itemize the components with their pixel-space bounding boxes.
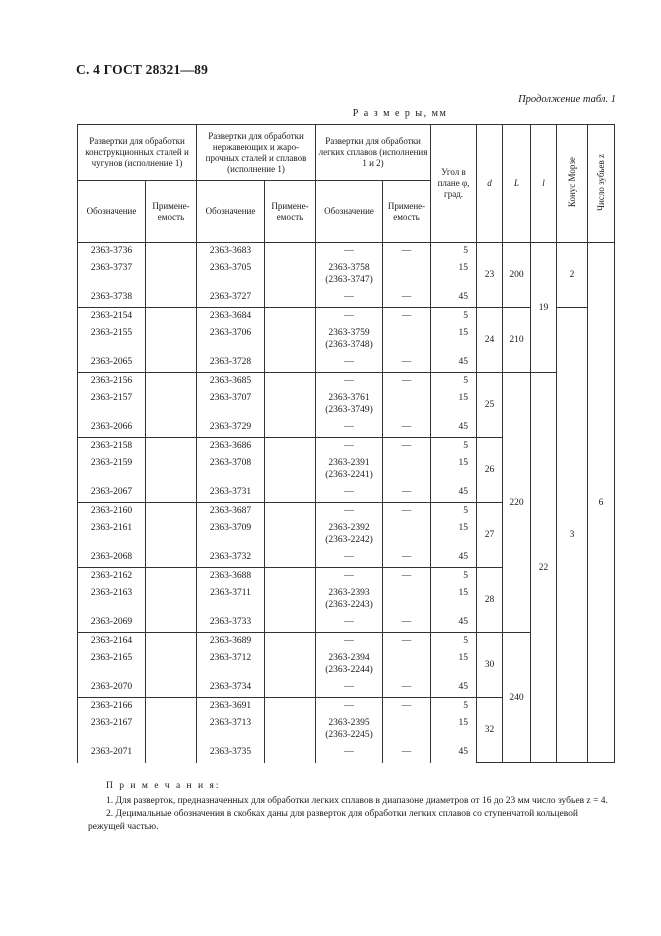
designation-1: 2363-2068 — [78, 549, 146, 568]
designation-3 — [316, 744, 383, 763]
d-cell: 32 — [477, 698, 503, 763]
light-alloy-code: 2363-2391 — [328, 457, 370, 468]
designation-3 — [316, 438, 383, 455]
application-cell — [146, 650, 197, 679]
designation-3 — [316, 260, 383, 289]
angle-cell: 45 — [431, 419, 477, 438]
application-cell — [146, 308, 197, 325]
light-alloy-code: 2363-2393 — [328, 587, 370, 598]
angle-cell: 5 — [431, 633, 477, 650]
application-3: — — [383, 503, 431, 520]
application-cell — [146, 633, 197, 650]
note-1: 1. Для разверток, предназначенных для обработки легких сплавов в диапазоне диаметров от 16 до 23 мм число зубьев z = 4. — [106, 796, 608, 806]
header-designation-3: Обозначение — [316, 181, 383, 243]
application-cell — [265, 419, 316, 438]
application-cell — [265, 503, 316, 520]
angle-cell: 15 — [431, 650, 477, 679]
application-cell — [265, 520, 316, 549]
designation-3 — [316, 354, 383, 373]
designation-2: 2363-3713 — [197, 715, 265, 744]
header-application-1: Примене-емость — [146, 181, 197, 243]
application-3: — — [383, 354, 431, 373]
angle-cell: 45 — [431, 744, 477, 763]
designation-3 — [316, 390, 383, 419]
decimal-code: (2363-2243) — [325, 599, 373, 610]
light-alloy-code: 2363-3759 — [328, 327, 370, 338]
d-cell: 24 — [477, 308, 503, 373]
decimal-code: (2363-2244) — [325, 664, 373, 675]
designation-2: 2363-3708 — [197, 455, 265, 484]
light-alloy-code: — — [344, 616, 354, 627]
application-cell — [146, 373, 197, 390]
designation-3 — [316, 308, 383, 325]
header-designation-1: Обозначение — [78, 181, 146, 243]
angle-cell: 5 — [431, 438, 477, 455]
decimal-code: (2363-2245) — [325, 729, 373, 740]
designation-2: 2363-3686 — [197, 438, 265, 455]
application-cell — [146, 549, 197, 568]
application-cell — [146, 503, 197, 520]
light-alloy-code: — — [344, 291, 354, 302]
designation-3 — [316, 633, 383, 650]
application-cell — [146, 438, 197, 455]
group-header-light-alloys: Развертки для обработки легких сплавов (исполнения 1 и 2) — [316, 125, 431, 181]
notes-title: П р и м е ч а н и я: — [106, 781, 221, 791]
designation-3 — [316, 503, 383, 520]
application-3: — — [383, 744, 431, 763]
designation-2: 2363-3711 — [197, 585, 265, 614]
designation-1: 2363-2160 — [78, 503, 146, 520]
designation-3 — [316, 289, 383, 308]
designation-1: 2363-2155 — [78, 325, 146, 354]
application-cell — [265, 289, 316, 308]
application-3 — [383, 260, 431, 289]
light-alloy-code: 2363-3761 — [328, 392, 370, 403]
designation-2: 2363-3712 — [197, 650, 265, 679]
designation-1: 2363-2067 — [78, 484, 146, 503]
application-cell — [265, 679, 316, 698]
application-cell — [146, 679, 197, 698]
table-header — [78, 125, 615, 243]
d-cell: 23 — [477, 243, 503, 308]
decimal-code: (2363-2242) — [325, 534, 373, 545]
application-cell — [146, 585, 197, 614]
notes-section — [88, 780, 614, 834]
designation-2: 2363-3727 — [197, 289, 265, 308]
designation-2: 2363-3705 — [197, 260, 265, 289]
application-cell — [265, 390, 316, 419]
application-3: — — [383, 568, 431, 585]
designation-3 — [316, 549, 383, 568]
application-cell — [146, 455, 197, 484]
light-alloy-code: — — [344, 746, 354, 757]
designation-3 — [316, 715, 383, 744]
designation-2: 2363-3735 — [197, 744, 265, 763]
angle-cell: 5 — [431, 503, 477, 520]
L-cell: 210 — [503, 308, 531, 373]
decimal-code: (2363-3747) — [325, 274, 373, 285]
light-alloy-code: — — [344, 486, 354, 497]
designation-2: 2363-3707 — [197, 390, 265, 419]
application-cell — [265, 325, 316, 354]
designation-3 — [316, 650, 383, 679]
application-cell — [265, 614, 316, 633]
angle-cell: 5 — [431, 243, 477, 260]
application-3 — [383, 585, 431, 614]
d-cell: 25 — [477, 373, 503, 438]
light-alloy-code: — — [344, 356, 354, 367]
application-cell — [265, 549, 316, 568]
application-cell — [265, 484, 316, 503]
reamer-table — [77, 124, 615, 763]
application-cell — [146, 354, 197, 373]
dimensions-caption: Р а з м е р ы, мм — [352, 108, 448, 119]
application-cell — [146, 715, 197, 744]
application-cell — [146, 325, 197, 354]
L-cell: 200 — [503, 243, 531, 308]
header-morse — [557, 125, 588, 243]
designation-2: 2363-3688 — [197, 568, 265, 585]
note-2: 2. Децимальные обозначения в скобках даны для разверток для обработки легких сплавов со ступенчатой кольцевой режущей частью. — [88, 809, 578, 832]
header-d: d — [477, 125, 503, 243]
light-alloy-code: — — [344, 636, 354, 646]
group-header-stainless: Развертки для обработки нержавеющих и жаро-прочных сталей и сплавов (исполнение 1) — [197, 125, 316, 181]
designation-1: 2363-2066 — [78, 419, 146, 438]
application-cell — [146, 243, 197, 260]
decimal-code: (2363-3748) — [325, 339, 373, 350]
designation-1: 2363-2166 — [78, 698, 146, 715]
angle-cell: 45 — [431, 484, 477, 503]
group-header-structural: Развертки для обработки конструкционных сталей и чугунов (исполнение 1) — [78, 125, 197, 181]
light-alloy-code: — — [344, 506, 354, 516]
application-cell — [265, 744, 316, 763]
application-3: — — [383, 419, 431, 438]
application-3: — — [383, 698, 431, 715]
application-cell — [146, 520, 197, 549]
angle-cell: 5 — [431, 373, 477, 390]
light-alloy-code: — — [344, 571, 354, 581]
application-cell — [265, 568, 316, 585]
application-cell — [265, 243, 316, 260]
angle-cell: 15 — [431, 325, 477, 354]
angle-cell: 15 — [431, 715, 477, 744]
designation-1: 2363-2159 — [78, 455, 146, 484]
light-alloy-code: — — [344, 441, 354, 451]
page-header: С. 4 ГОСТ 28321—89 — [76, 62, 209, 77]
table-row — [78, 243, 615, 260]
designation-2: 2363-3706 — [197, 325, 265, 354]
application-3: — — [383, 438, 431, 455]
application-3 — [383, 325, 431, 354]
designation-2: 2363-3709 — [197, 520, 265, 549]
table-row — [78, 373, 615, 390]
header-teeth — [588, 125, 615, 243]
light-alloy-code: 2363-2394 — [328, 652, 370, 663]
designation-3 — [316, 585, 383, 614]
designation-1: 2363-2154 — [78, 308, 146, 325]
application-cell — [146, 484, 197, 503]
angle-cell: 45 — [431, 614, 477, 633]
designation-1: 2363-2165 — [78, 650, 146, 679]
application-cell — [265, 650, 316, 679]
light-alloy-code: — — [344, 421, 354, 432]
header-l: l — [531, 125, 557, 243]
d-cell: 30 — [477, 633, 503, 698]
application-3: — — [383, 484, 431, 503]
header-application-2: Примене-емость — [265, 181, 316, 243]
d-cell: 26 — [477, 438, 503, 503]
application-cell — [146, 260, 197, 289]
morse-cell: 3 — [557, 308, 588, 763]
designation-1: 2363-2164 — [78, 633, 146, 650]
designation-2: 2363-3684 — [197, 308, 265, 325]
application-3: — — [383, 308, 431, 325]
application-cell — [265, 455, 316, 484]
designation-3 — [316, 419, 383, 438]
designation-3 — [316, 455, 383, 484]
application-cell — [146, 614, 197, 633]
header-angle: Угол в плане φ, град. — [431, 125, 477, 243]
continuation-label: Продолжение табл. 1 — [518, 94, 616, 105]
designation-1: 2363-2162 — [78, 568, 146, 585]
angle-cell: 45 — [431, 289, 477, 308]
application-3: — — [383, 549, 431, 568]
angle-cell: 5 — [431, 308, 477, 325]
designation-3 — [316, 373, 383, 390]
light-alloy-code: — — [344, 246, 354, 256]
designation-1: 2363-2070 — [78, 679, 146, 698]
light-alloy-code: 2363-3758 — [328, 262, 370, 273]
application-cell — [146, 568, 197, 585]
light-alloy-code: — — [344, 311, 354, 321]
d-cell: 27 — [477, 503, 503, 568]
L-cell: 220 — [503, 373, 531, 633]
application-cell — [265, 715, 316, 744]
designation-3 — [316, 325, 383, 354]
designation-2: 2363-3691 — [197, 698, 265, 715]
table-body — [78, 243, 615, 763]
application-cell — [146, 698, 197, 715]
application-cell — [265, 633, 316, 650]
application-3: — — [383, 373, 431, 390]
application-cell — [146, 289, 197, 308]
angle-cell: 15 — [431, 520, 477, 549]
application-3 — [383, 650, 431, 679]
designation-3 — [316, 614, 383, 633]
angle-cell: 45 — [431, 679, 477, 698]
designation-3 — [316, 679, 383, 698]
designation-3 — [316, 520, 383, 549]
designation-1: 2363-2156 — [78, 373, 146, 390]
designation-1: 2363-2071 — [78, 744, 146, 763]
header-L: L — [503, 125, 531, 243]
application-3 — [383, 520, 431, 549]
designation-1: 2363-2157 — [78, 390, 146, 419]
designation-1: 2363-3738 — [78, 289, 146, 308]
light-alloy-code: — — [344, 551, 354, 562]
header-designation-2: Обозначение — [197, 181, 265, 243]
designation-2: 2363-3734 — [197, 679, 265, 698]
designation-1: 2363-2158 — [78, 438, 146, 455]
designation-1: 2363-2167 — [78, 715, 146, 744]
angle-cell: 5 — [431, 698, 477, 715]
l-cell: 22 — [531, 373, 557, 763]
angle-cell: 45 — [431, 549, 477, 568]
designation-2: 2363-3728 — [197, 354, 265, 373]
application-3: — — [383, 243, 431, 260]
light-alloy-code: 2363-2395 — [328, 717, 370, 728]
application-3: — — [383, 633, 431, 650]
angle-cell: 15 — [431, 585, 477, 614]
designation-3 — [316, 243, 383, 260]
application-cell — [265, 354, 316, 373]
application-3 — [383, 390, 431, 419]
angle-cell: 45 — [431, 354, 477, 373]
designation-3 — [316, 484, 383, 503]
designation-2: 2363-3683 — [197, 243, 265, 260]
application-3 — [383, 715, 431, 744]
morse-cell: 2 — [557, 243, 588, 308]
application-3: — — [383, 614, 431, 633]
application-3 — [383, 455, 431, 484]
designation-3 — [316, 698, 383, 715]
light-alloy-code: 2363-2392 — [328, 522, 370, 533]
light-alloy-code: — — [344, 701, 354, 711]
designation-2: 2363-3733 — [197, 614, 265, 633]
designation-2: 2363-3731 — [197, 484, 265, 503]
header-morse-label: Конус Морзе — [566, 156, 577, 208]
application-cell — [146, 419, 197, 438]
application-cell — [265, 308, 316, 325]
application-3: — — [383, 679, 431, 698]
designation-1: 2363-2163 — [78, 585, 146, 614]
header-teeth-label: Число зубьев z — [595, 153, 606, 211]
application-cell — [265, 438, 316, 455]
d-cell: 28 — [477, 568, 503, 633]
application-cell — [265, 585, 316, 614]
application-cell — [146, 390, 197, 419]
angle-cell: 15 — [431, 390, 477, 419]
designation-2: 2363-3729 — [197, 419, 265, 438]
application-cell — [146, 744, 197, 763]
designation-2: 2363-3732 — [197, 549, 265, 568]
angle-cell: 15 — [431, 455, 477, 484]
designation-1: 2363-3737 — [78, 260, 146, 289]
designation-1: 2363-2069 — [78, 614, 146, 633]
application-3: — — [383, 289, 431, 308]
designation-1: 2363-3736 — [78, 243, 146, 260]
designation-2: 2363-3689 — [197, 633, 265, 650]
teeth-cell: 6 — [588, 243, 615, 763]
l-cell: 19 — [531, 243, 557, 373]
designation-1: 2363-2065 — [78, 354, 146, 373]
decimal-code: (2363-3749) — [325, 404, 373, 415]
angle-cell: 15 — [431, 260, 477, 289]
application-cell — [265, 373, 316, 390]
decimal-code: (2363-2241) — [325, 469, 373, 480]
application-cell — [265, 698, 316, 715]
header-application-3: Примене-емость — [383, 181, 431, 243]
light-alloy-code: — — [344, 376, 354, 386]
application-cell — [265, 260, 316, 289]
angle-cell: 5 — [431, 568, 477, 585]
designation-3 — [316, 568, 383, 585]
designation-2: 2363-3687 — [197, 503, 265, 520]
designation-1: 2363-2161 — [78, 520, 146, 549]
designation-2: 2363-3685 — [197, 373, 265, 390]
L-cell: 240 — [503, 633, 531, 763]
light-alloy-code: — — [344, 681, 354, 692]
